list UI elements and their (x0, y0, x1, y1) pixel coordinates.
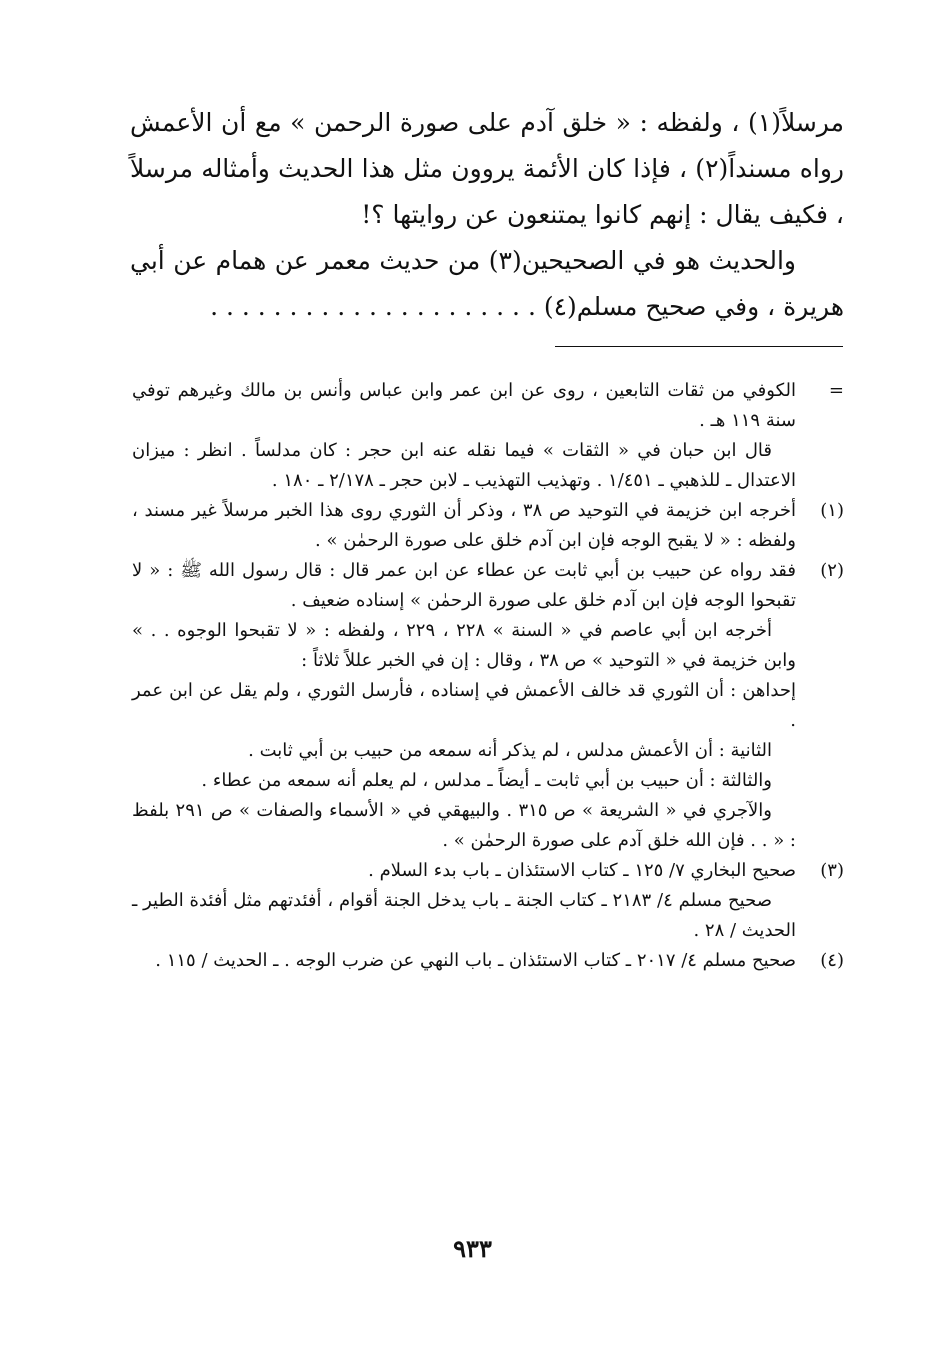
footnote-paragraph: والآجري في « الشريعة » ص ٣١٥ . والبيهقي في « الأسماء والصفات » ص ٢٩١ بلفظ : « . . فإن الله خلق آدم على صورة الرحمٰن » . (132, 800, 796, 851)
footnote-marker: (٢) (820, 560, 844, 581)
footnote-paragraph: قال ابن حبان في « الثقات » فيما نقله عنه ابن حجر : كان مدلساً . انظر : ميزان الاعتدال ـ للذهبي ـ ١/٤٥١ . وتهذيب التهذيب ـ لابن حجر ـ ٢/١٧٨ ـ ١٨٠ . (132, 440, 796, 491)
footnote-2 (132, 556, 844, 856)
main-text (130, 100, 844, 330)
page-number: ٩٣٣ (453, 1234, 492, 1263)
footnote-separator (555, 346, 843, 347)
main-paragraph-2: والحديث هو في الصحيحين(٣) من حديث معمر عن همام عن أبي هريرة ، وفي صحيح مسلم(٤) . . . . . . . . . . . . . . . . . . . . . (130, 246, 844, 321)
footnote-continuation (132, 376, 844, 496)
footnotes (132, 376, 844, 976)
footnote-marker: (٤) (820, 950, 844, 971)
footnote-paragraph: فقد رواه عن حبيب بن أبي ثابت عن عطاء عن ابن عمر قال : قال رسول الله ﷺ : « لا تقبحوا الوجه فإن ابن آدم خلق على صورة الرحمٰن » إسناده ضعيف . (132, 560, 797, 611)
main-paragraph-1: مرسلاً(١) ، ولفظه : « خلق آدم على صورة الرحمن » مع أن الأعمش رواه مسنداً(٢) ، فإذا كان الأئمة يروون مثل هذا الحديث وأمثاله مرسلاً ، فكيف يقال : إنهم كانوا يمتنعون عن روايتها ؟! (130, 108, 844, 229)
footnote-paragraph: أخرجه ابن خزيمة في التوحيد ص ٣٨ ، وذكر أن الثوري روى هذا الخبر مرسلاً غير مسند ، ولفظه : « لا يقبح الوجه فإن ابن آدم خلق على صورة الرحمٰن » . (132, 500, 796, 551)
footnote-body (132, 856, 796, 946)
footnote-paragraph: أخرجه ابن أبي عاصم في « السنة » ٢٢٨ ، ٢٢٩ ، ولفظه : « لا تقبحوا الوجوه . . » وابن خزيمة في « التوحيد » ص ٣٨ ، وقال : إن في الخبر عللاً ثلاثاً : (132, 620, 796, 671)
footnote-3 (132, 856, 844, 946)
footnote-paragraph: الكوفي من ثقات التابعين ، روى عن ابن عمر وابن عباس وأنس بن مالك وغيرهم توفي سنة ١١٩ هـ . (132, 380, 796, 431)
footnote-marker: = (828, 380, 844, 401)
footnote-body (132, 556, 796, 856)
footnote-4 (132, 946, 844, 976)
footnote-paragraph: إحداهن : أن الثوري قد خالف الأعمش في إسناده ، فأرسل الثوري ، ولم يقل عن ابن عمر . (132, 680, 796, 731)
footnote-1 (132, 496, 844, 556)
footnote-paragraph: الثانية : أن الأعمش مدلس ، لم يذكر أنه سمعه من حبيب بن أبي ثابت . (248, 740, 772, 761)
footnote-marker: (٣) (820, 860, 844, 881)
footnote-paragraph: صحيح مسلم ٤/ ٢٠١٧ ـ كتاب الاستئذان ـ باب النهي عن ضرب الوجه . ـ الحديث / ١١٥ . (155, 950, 796, 971)
footnote-paragraph: صحيح مسلم ٤/ ٢١٨٣ ـ كتاب الجنة ـ باب يدخل الجنة أقوام ، أفئدتهم مثل أفئدة الطير ـ الحديث / ٢٨ . (132, 890, 796, 941)
footnote-paragraph: والثالثة : أن حبيب بن أبي ثابت ـ أيضاً ـ مدلس ، لم يعلم أنه سمعه من عطاء . (201, 770, 772, 791)
footnote-marker: (١) (820, 500, 844, 521)
footnote-body (132, 376, 796, 496)
footnote-paragraph: صحيح البخاري ٧/ ١٢٥ ـ كتاب الاستئذان ـ باب بدء السلام . (368, 860, 796, 881)
footnote-body (132, 946, 796, 976)
footnote-body (132, 496, 796, 556)
